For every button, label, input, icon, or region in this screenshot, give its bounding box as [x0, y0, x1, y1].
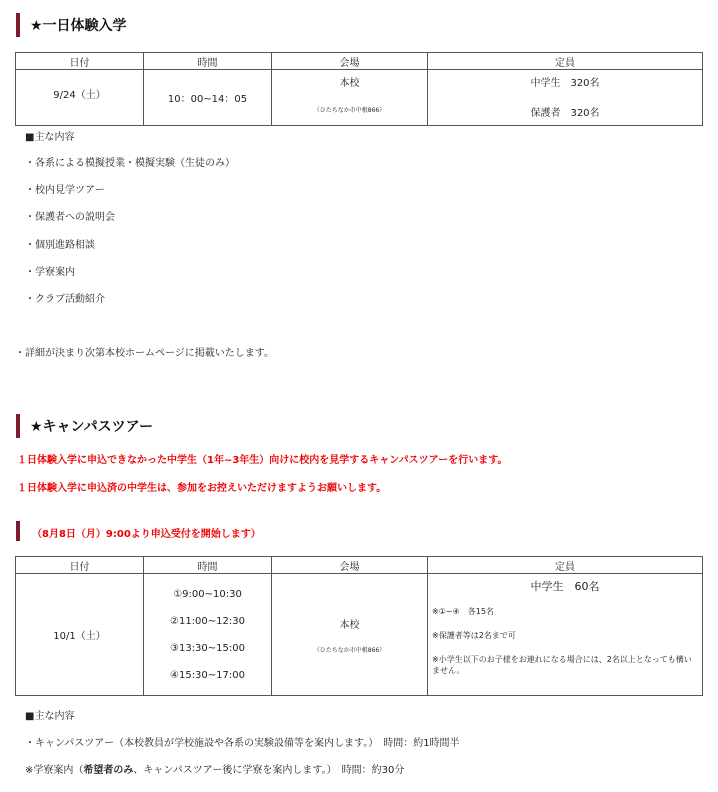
capacity-guardians: 保護者 320名	[530, 108, 600, 119]
capacity-students: 中学生 320名	[530, 78, 600, 89]
time-slot: ①9:00~10:30	[173, 588, 242, 600]
venue-name: 本校	[339, 78, 360, 89]
time-slot: ②11:00~12:30	[170, 615, 245, 627]
section-title: ★一日体験入学	[30, 18, 127, 34]
section-title: ★キャンパスツアー	[30, 419, 154, 435]
cell-venue	[272, 70, 428, 126]
list-item: ・校内見学ツアー	[25, 185, 105, 196]
schedule-table-taiken	[15, 52, 703, 126]
header-time: 時間	[144, 557, 272, 574]
list-item: ・保護者への説明会	[25, 212, 115, 223]
registration-notice: （8月8日（月）9:00より申込受付を開始します）	[32, 529, 261, 540]
cell-venue	[272, 574, 428, 696]
contents-label: ■主な内容	[25, 132, 75, 143]
list-item	[25, 761, 404, 776]
schedule-table-campus-tour	[15, 556, 703, 696]
notice-red-2: １日体験入学に申込済の中学生は、参加をお控えいただけますようお願いします。	[17, 483, 387, 494]
notice-text: ・詳細が決まり次第本校ホームページに掲載いたします。	[15, 348, 274, 359]
cell-capacity	[428, 574, 703, 696]
header-venue: 会場	[272, 53, 428, 70]
section-heading-campus-tour	[16, 414, 154, 438]
venue-name: 本校	[339, 619, 360, 631]
notice-red-1: １日体験入学に申込できなかった中学生（1年~3年生）向けに校内を見学するキャンパスツアーを行います。	[17, 455, 508, 466]
capacity-note-children: ※小学生以下のお子様をお連れになる場合には、2名以上となっても構いません。	[432, 655, 692, 675]
list-item: ・学寮案内	[25, 267, 75, 278]
cell-date: 10/1（土）	[16, 574, 144, 696]
cell-time: 10：00~14：05	[144, 70, 272, 126]
time-slot: ③13:30~15:00	[170, 642, 245, 654]
capacity-students: 中学生 60名	[530, 580, 600, 593]
list-item: ・各系による模擬授業・模擬実験（生徒のみ）	[25, 158, 235, 169]
list-item: ・個別進路相談	[25, 240, 95, 251]
list-item: ・キャンパスツアー（本校教員が学校施設や各系の実験設備等を案内します。） 時間：約1時間半	[25, 738, 460, 749]
header-capacity: 定員	[428, 53, 703, 70]
header-time: 時間	[144, 53, 272, 70]
dorm-text-bold: 希望者のみ	[83, 765, 134, 776]
cell-capacity	[428, 70, 703, 126]
header-capacity: 定員	[428, 557, 703, 574]
cell-date: 9/24（土）	[16, 70, 144, 126]
venue-address: （ひたちなか市中根866）	[313, 646, 386, 654]
dorm-text-post: 、キャンパスツアー後に学寮を案内します。） 時間：約30分	[133, 765, 405, 776]
header-venue: 会場	[272, 557, 428, 574]
list-item: ・クラブ活動紹介	[25, 294, 105, 305]
venue-address: （ひたちなか市中根866）	[313, 107, 386, 114]
registration-heading	[16, 521, 261, 541]
time-slot: ④15:30~17:00	[170, 669, 245, 681]
capacity-note-slots: ※①~④ 各15名	[432, 607, 494, 616]
contents-label: ■主な内容	[25, 711, 75, 722]
capacity-note-guardians: ※保護者等は2名まで可	[432, 631, 516, 640]
section-heading-taiken	[16, 13, 127, 37]
header-date: 日付	[16, 53, 144, 70]
cell-times	[144, 574, 272, 696]
dorm-text-pre: ※学寮案内（	[25, 765, 84, 776]
header-date: 日付	[16, 557, 144, 574]
